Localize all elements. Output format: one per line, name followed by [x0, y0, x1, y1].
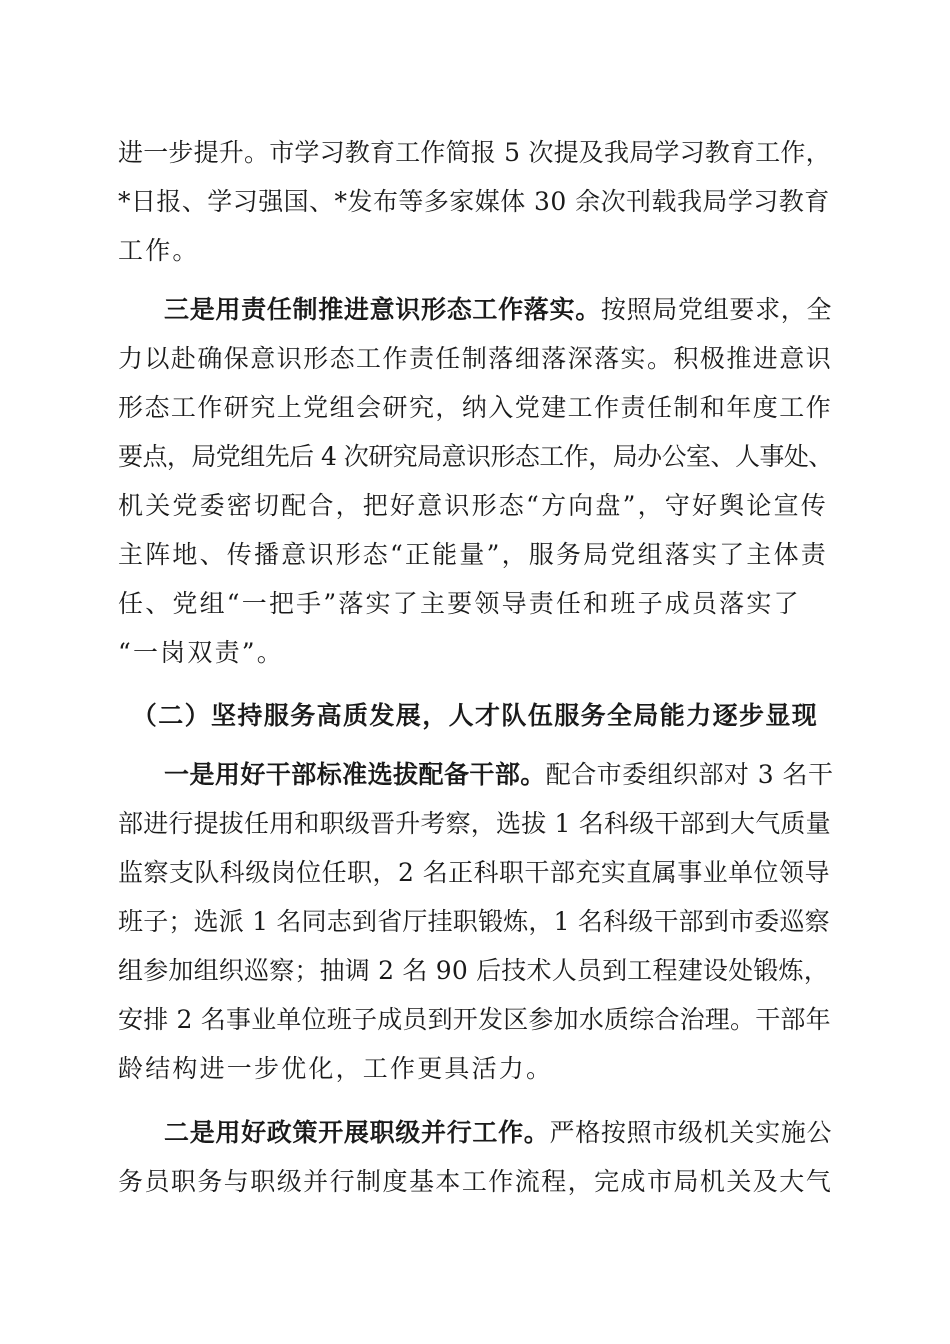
paragraph-3-lead-heading: 一是用好干部标准选拔配备干部。 — [164, 760, 546, 789]
paragraph-2-line-8: “一岗双责”。 — [118, 638, 284, 667]
paragraph-1-line-3: 工作。 — [118, 236, 200, 265]
paragraph-3-line-4: 班子；选派 1 名同志到省厅挂职锻炼，1 名科级干部到市委巡察 — [118, 907, 830, 936]
paragraph-1-line-1: 进一步提升。市学习教育工作简报 5 次提及我局学习教育工作， — [118, 138, 831, 167]
paragraph-1-line-2: *日报、学习强国、*发布等多家媒体 30 余次刊载我局学习教育 — [118, 187, 830, 216]
paragraph-4-line-1 — [164, 1118, 832, 1148]
paragraph-3-line-1 — [164, 760, 832, 790]
paragraph-2-lead-heading: 三是用责任制推进意识形态工作落实。 — [164, 295, 601, 324]
section-heading-2: （二）坚持服务高质发展，人才队伍服务全局能力逐步显现 — [131, 701, 819, 730]
paragraph-4-lead-heading: 二是用好政策开展职级并行工作。 — [164, 1118, 550, 1147]
paragraph-2-line-2: 力以赴确保意识形态工作责任制落细落深落实。积极推进意识 — [118, 344, 833, 373]
paragraph-2-line-3: 形态工作研究上党组会研究，纳入党建工作责任制和年度工作 — [118, 393, 833, 422]
paragraph-3-line-5: 组参加组织巡察；抽调 2 名 90 后技术人员到工程建设处锻炼， — [118, 956, 829, 985]
paragraph-2-line-4: 要点，局党组先后 4 次研究局意识形态工作，局办公室、人事处、 — [118, 442, 833, 471]
paragraph-2-line-1-text: 按照局党组要求，全 — [600, 295, 833, 324]
paragraph-3-line-7: 龄结构进一步优化，工作更具活力。 — [118, 1054, 554, 1083]
paragraph-4-line-2: 务员职务与职级并行制度基本工作流程，完成市局机关及大气 — [118, 1167, 833, 1196]
paragraph-2-line-5: 机关党委密切配合，把好意识形态“方向盘”，守好舆论宣传 — [118, 491, 828, 520]
paragraph-2-line-1 — [164, 295, 832, 325]
paragraph-2-line-7: 任、党组“一把手”落实了主要领导责任和班子成员落实了 — [118, 589, 801, 618]
paragraph-3-line-6: 安排 2 名事业单位班子成员到开发区参加水质综合治理。干部年 — [118, 1005, 831, 1034]
paragraph-2-line-6: 主阵地、传播意识形态“正能量”，服务局党组落实了主体责 — [118, 540, 828, 569]
paragraph-3-line-3: 监察支队科级岗位任职，2 名正科职干部充实直属事业单位领导 — [118, 858, 830, 887]
paragraph-3-line-2: 部进行提拔任用和职级晋升考察，选拔 1 名科级干部到大气质量 — [118, 809, 831, 838]
paragraph-4-line-1-text: 严格按照市级机关实施公 — [549, 1118, 833, 1147]
paragraph-3-line-1-text: 配合市委组织部对 3 名干 — [545, 760, 834, 789]
